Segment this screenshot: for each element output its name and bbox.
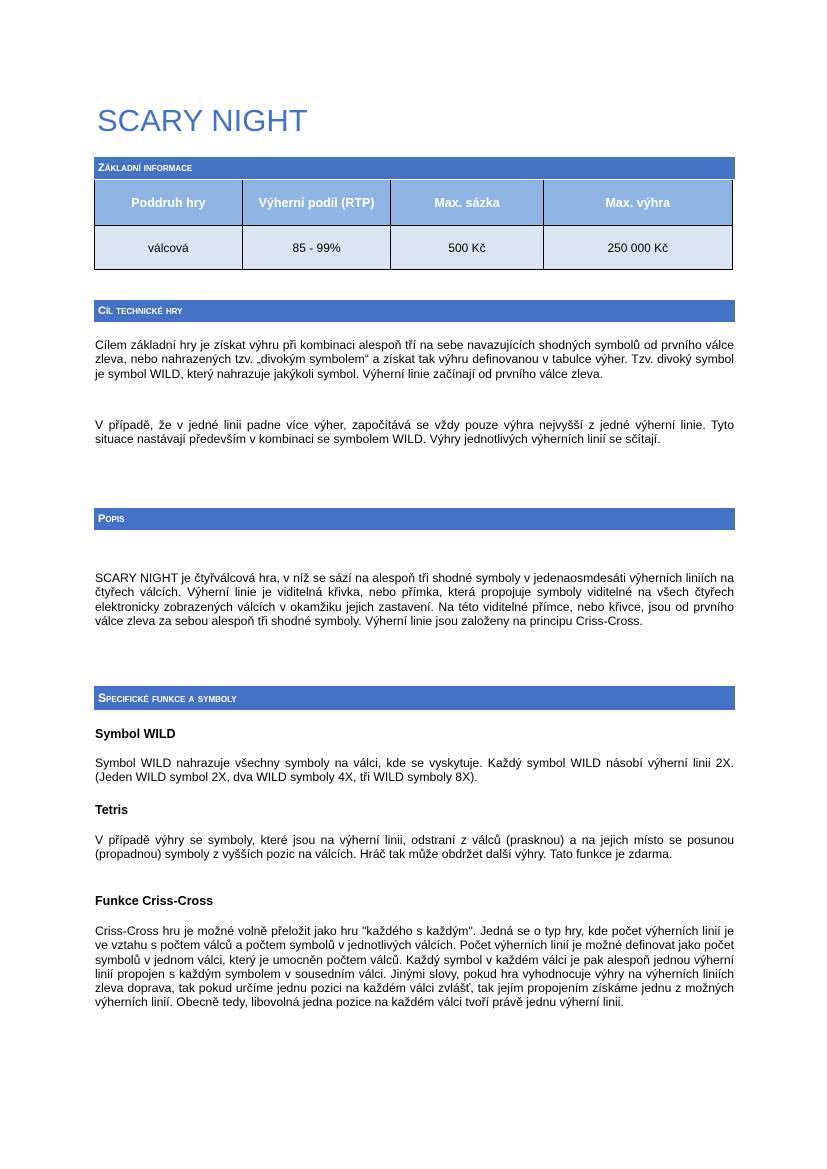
feature-text-criss-cross: Criss-Cross hru je možné volně přeložit jako hru "každého s každým". Jedná se o typ hry, kde počet výherních linií je ve vztahu s počtem válců a počtem symbolů v jednotlivých válcích. Počet výherních linií je možné definovat jako počet symbolů v jednom válci, který je umocněn počtem válců. Každý symbol v každém válci je pak alespoň jednou výherní linií propojen s každým symbolem v sousedním válci. Jinými slovy, pokud hra vyhodnocuje výhry na výherních liniích zleva doprava, tak pokud určíme jednu pozici na každém válci zvlášť, tak jejím propojením získáme jednu z možných výherních linií. Obecně tedy, libovolná jedna pozice na každém válci tvoří právě jednu výherní linii. xyxy=(95,924,734,1010)
goal-paragraph: Cílem základní hry je získat výhru při kombinaci alespoň tří na sebe navazujících shodných symbolů od prvního válce zleva, nebo nahrazených tzv. „divokým symbolem“ a získat tak výhru definovanou v tabulce výher. Tzv. divoký symbol je symbol WILD, který nahrazuje jakýkoli symbol. Výherní linie začínají od prvního válce zleva. xyxy=(95,338,734,381)
column-header: Výherní podíl (RTP) xyxy=(242,180,391,226)
page-title: SCARY NIGHT xyxy=(97,103,308,138)
section-header-basic-info: Základní informace xyxy=(94,157,735,179)
goal-paragraph: V případě, že v jedné linii padne více výher, započítává se vždy pouze výhra nejvyšší z jedné výherní linie. Tyto situace nastávají především v kombinaci se symbolem WILD. Výhry jednotlivých výherních linií se sčítají. xyxy=(95,418,734,447)
section-header-description: Popis xyxy=(94,508,735,530)
feature-title-criss-cross: Funkce Criss-Cross xyxy=(95,894,214,908)
table-cell: válcová xyxy=(95,226,243,270)
table-row xyxy=(95,226,733,270)
section-header-features: Specifické funkce a symboly xyxy=(94,686,735,710)
table-cell: 500 Kč xyxy=(391,226,543,270)
column-header: Max. výhra xyxy=(543,180,732,226)
description-paragraph: SCARY NIGHT je čtyřválcová hra, v níž se sází na alespoň tři shodné symboly v jedenaosmdesáti výherních liniích na čtyřech válcích. Výherní linie je viditelná křivka, nebo přímka, která propojuje symboly viditelné na všech čtyřech elektronicky zobrazených válcích v okamžiku jejich zastavení. Na této viditelné přímce, nebo křivce, jsou od prvního válce zleva za sebou alespoň tři shodné symboly. Výherní linie jsou založeny na principu Criss-Cross. xyxy=(95,571,734,628)
section-header-goal: Cíl technické hry xyxy=(94,300,735,322)
column-header: Max. sázka xyxy=(391,180,543,226)
table-header-row xyxy=(95,180,733,226)
table-cell: 85 - 99% xyxy=(242,226,391,270)
basic-info-table xyxy=(94,180,733,270)
table-cell: 250 000 Kč xyxy=(543,226,732,270)
column-header: Poddruh hry xyxy=(95,180,243,226)
feature-title-wild: Symbol WILD xyxy=(95,727,176,741)
feature-text-tetris: V případě výhry se symboly, které jsou na výherní linii, odstraní z válců (prasknou) a na jejich místo se posunou (propadnou) symboly z vyšších pozic na válcích. Hráč tak může obdržet další výhry. Tato funkce je zdarma. xyxy=(95,833,734,862)
feature-title-tetris: Tetris xyxy=(95,803,129,817)
feature-text-wild: Symbol WILD nahrazuje všechny symboly na válci, kde se vyskytuje. Každý symbol WILD násobí výherní linii 2X. (Jeden WILD symbol 2X, dva WILD symboly 4X, tři WILD symboly 8X). xyxy=(95,756,734,785)
